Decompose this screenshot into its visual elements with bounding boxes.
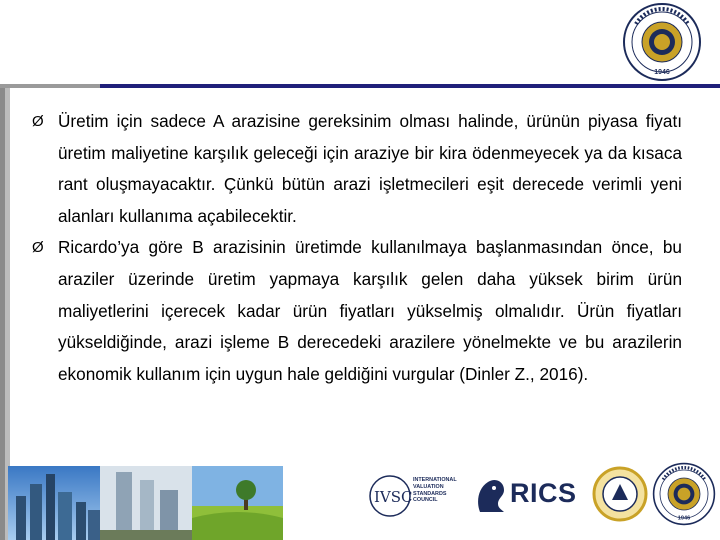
bullet-text: Ricardo’ya göre B arazisinin üretimde kullanılmaya başlanmasından önce, bu araziler üzerinde üretim yapmaya karşılık gelen daha yüksek birim ürün maliyetlerini içerecek kadar ürün fiyatları yükselmiş olmalıdır. Ürün fiyatları yükseldiğinde, arazi işleme B derecedeki arazilere yönelmekte ve bu arazilerin ekonomik kullanım için uygun hale geldiğini vurgular (Dinler Z., 2016).: [58, 237, 682, 384]
gold-badge-logo: [592, 466, 648, 522]
ivsc-logo-text: IVSC: [374, 488, 413, 506]
city-skyline-image: [8, 466, 100, 540]
rics-lion-icon: [474, 474, 508, 516]
footer-photo-strip: [8, 466, 283, 540]
university-seal-logo: [622, 2, 702, 82]
university-seal-logo-small: [652, 462, 716, 526]
header-rule-gray: [0, 84, 100, 88]
bullet-item: [32, 232, 682, 390]
rics-logo-text: RICS: [510, 478, 577, 508]
slide-content: [32, 106, 682, 390]
bullet-text: Üretim için sadece A arazisine gereksinim olması halinde, ürünün piyasa fiyatı üretim maliyetine karşılık geleceği için araziye bir kira ödenmeyecek ya da kısaca rant oluşmayacaktır. Çünkü bütün arazi işletmecileri eşit derecede verimli yeni alanları kullanıma açabilecektir.: [58, 111, 682, 226]
field-landscape-image: [192, 466, 283, 540]
bullet-arrow-icon: Ø: [32, 113, 44, 130]
bottom-seal-year: 1946: [677, 515, 691, 522]
ivsc-logo-subtitle: INTERNATIONAL VALUATION STANDARDS COUNCIL: [413, 477, 457, 504]
header-rule-navy: [100, 84, 720, 88]
bullet-arrow-icon: Ø: [32, 239, 44, 257]
towers-image: [100, 466, 192, 540]
top-seal-year: 1946: [654, 69, 670, 76]
bullet-item: [32, 106, 682, 232]
